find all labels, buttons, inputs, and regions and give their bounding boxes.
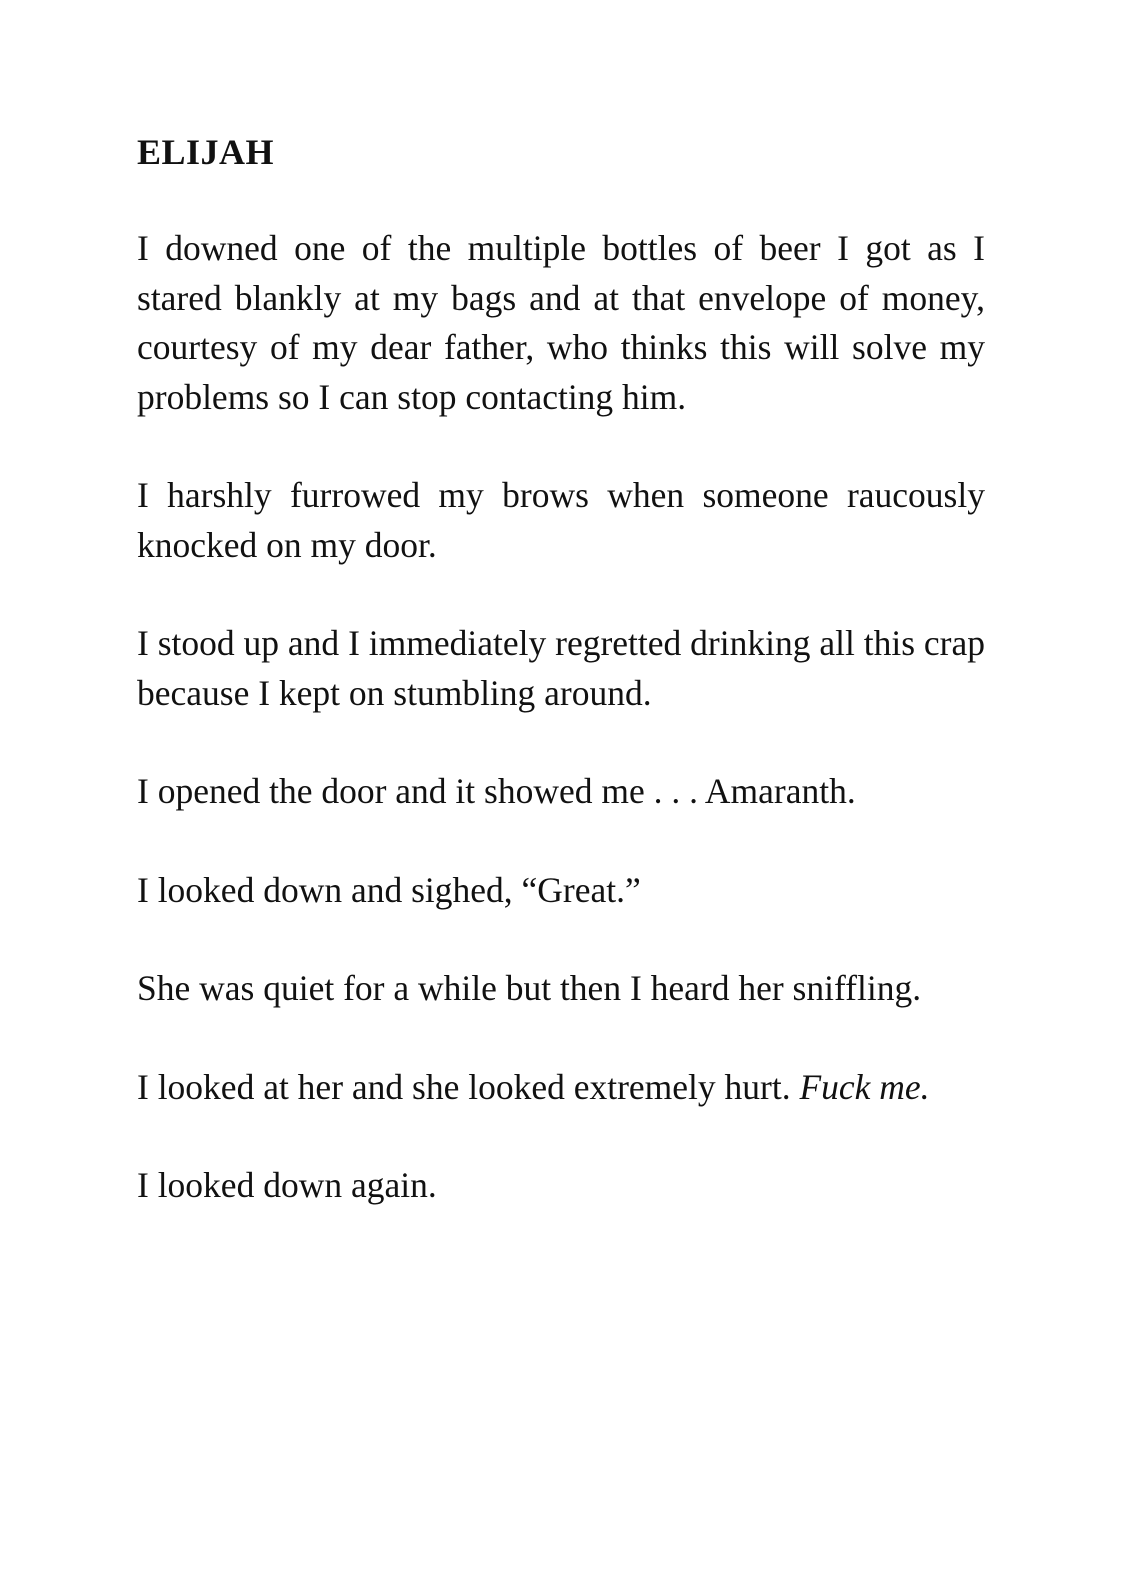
paragraph-7 xyxy=(137,1063,985,1113)
chapter-heading: ELIJAH xyxy=(137,132,275,172)
paragraph-8: I looked down again. xyxy=(137,1165,437,1205)
paragraph-1: I downed one of the multiple bottles of beer I got as I stared blankly at my bags and at that envelope of money, courtesy of my dear father, who thinks this will solve my problems so I can stop contacting him. xyxy=(137,228,985,417)
document-page xyxy=(137,128,985,1260)
paragraph-7-text: I looked at her and she looked extremely hurt. xyxy=(137,1066,791,1107)
paragraph-7-italic: Fuck me. xyxy=(799,1066,930,1107)
paragraph-2: I harshly furrowed my brows when someone raucously knocked on my door. xyxy=(137,475,985,565)
paragraph-3: I stood up and I immediately regretted drinking all this crap because I kept on stumbling around. xyxy=(137,623,985,713)
paragraph-4: I opened the door and it showed me . . . Amaranth. xyxy=(137,771,856,811)
paragraph-5: I looked down and sighed, “Great.” xyxy=(137,869,641,910)
paragraph-6: She was quiet for a while but then I heard her sniffling. xyxy=(137,968,922,1008)
